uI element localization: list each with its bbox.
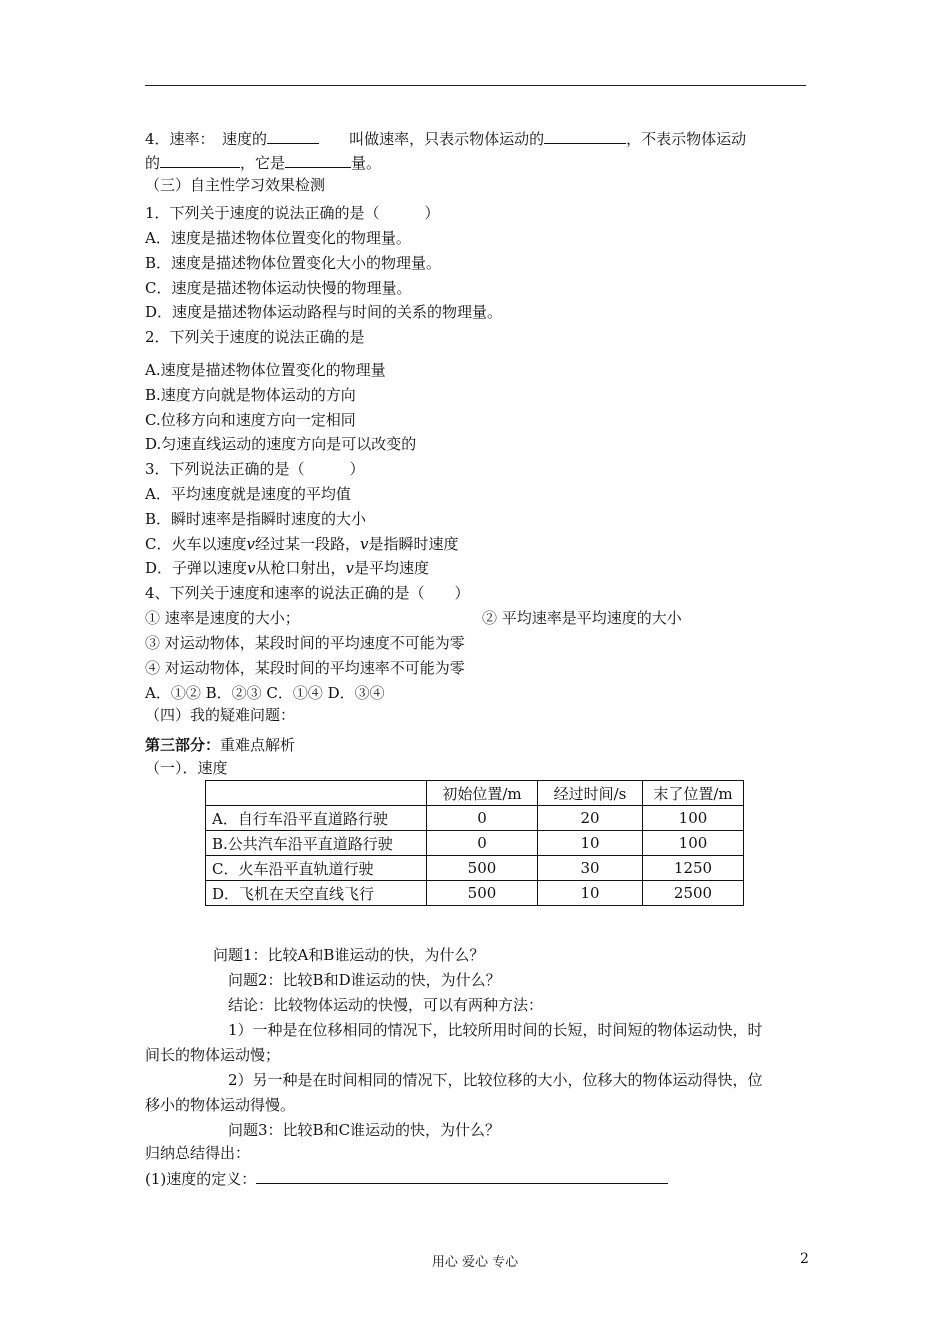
table-cell: 10 bbox=[538, 831, 643, 856]
page-number: 2 bbox=[800, 1251, 809, 1267]
section4-heading: （四）我的疑难问题： bbox=[145, 706, 296, 724]
blank-4[interactable] bbox=[285, 152, 351, 168]
q1-stem: 1．下列关于速度的说法正确的是（ ） bbox=[145, 204, 440, 222]
table-cell: 500 bbox=[427, 881, 538, 906]
blank-3[interactable] bbox=[160, 152, 240, 168]
table-header-cell: 经过时间/s bbox=[538, 781, 643, 806]
table-cell: 10 bbox=[538, 881, 643, 906]
table-cell: 0 bbox=[427, 831, 538, 856]
q2-stem: 2．下列关于速度的说法正确的是 bbox=[145, 328, 365, 346]
conclusion: 结论：比较物体运动的快慢，可以有两种方法： bbox=[228, 996, 544, 1014]
q1-option-d: D．速度是描述物体运动路程与时间的关系的物理量。 bbox=[145, 303, 503, 321]
table-header-cell: 初始位置/m bbox=[427, 781, 538, 806]
q3-stem: 3．下列说法正确的是（ ） bbox=[145, 460, 365, 478]
table-cell: D．飞机在天空直线飞行 bbox=[206, 881, 427, 906]
table-cell: 0 bbox=[427, 806, 538, 831]
section3-heading: （三）自主性学习效果检测 bbox=[145, 176, 326, 194]
q4-line2: 的 ，它是 量。 bbox=[145, 154, 382, 172]
q2-option-c: C.位移方向和速度方向一定相同 bbox=[145, 411, 356, 429]
method-2-line1: 2）另一种是在时间相同的情况下，比较位移的大小，位移大的物体运动得快，位 bbox=[228, 1071, 763, 1089]
method-2-line2: 移小的物体运动得慢。 bbox=[145, 1096, 296, 1114]
table-cell: 100 bbox=[643, 831, 744, 856]
q4-statement-4: ④ 对运动物体，某段时间的平均速率不可能为零 bbox=[145, 659, 465, 677]
table-row bbox=[206, 831, 744, 856]
problem-3: 问题3：比较B和C谁运动的快，为什么？ bbox=[228, 1121, 501, 1139]
table-header-cell bbox=[206, 781, 427, 806]
summary: 归纳总结得出： bbox=[145, 1144, 251, 1162]
q4-statement-1: ① 速率是速度的大小； bbox=[145, 609, 300, 627]
q4-choices: A．①② B．②③ C．①④ D．③④ bbox=[145, 684, 385, 702]
q2-option-d: D.匀速直线运动的速度方向是可以改变的 bbox=[145, 435, 417, 453]
q3-option-d: D．子弹以速度v从枪口射出，v是平均速度 bbox=[145, 559, 430, 577]
q4-line1: 4．速率： 速度的 叫做速率，只表示物体运动的 ，不表示物体运动 bbox=[145, 130, 747, 148]
table-header-row bbox=[206, 781, 744, 806]
q4-statement-2: ② 平均速率是平均速度的大小 bbox=[482, 609, 682, 627]
q2-option-b: B.速度方向就是物体运动的方向 bbox=[145, 386, 356, 404]
table-row bbox=[206, 856, 744, 881]
table-cell: 1250 bbox=[643, 856, 744, 881]
table-cell: B.公共汽车沿平直道路行驶 bbox=[206, 831, 427, 856]
table-row bbox=[206, 881, 744, 906]
q2-option-a: A.速度是描述物体位置变化的物理量 bbox=[145, 361, 386, 379]
method-1-line2: 间长的物体运动慢； bbox=[145, 1046, 281, 1064]
part3-title: 第三部分：重难点解析 bbox=[145, 736, 296, 754]
q1-option-a: A．速度是描述物体位置变化的物理量。 bbox=[145, 229, 411, 247]
blank-1[interactable] bbox=[267, 128, 319, 144]
header-rule bbox=[145, 85, 806, 86]
q1-option-c: C．速度是描述物体运动快慢的物理量。 bbox=[145, 279, 412, 297]
table-cell: 100 bbox=[643, 806, 744, 831]
sub1-heading: （一）．速度 bbox=[145, 759, 228, 777]
q4-stem: 4、下列关于速度和速率的说法正确的是（ ） bbox=[145, 584, 470, 602]
blank-2[interactable] bbox=[544, 128, 626, 144]
table-cell: 2500 bbox=[643, 881, 744, 906]
problem-2: 问题2：比较B和D谁运动的快，为什么？ bbox=[228, 971, 501, 989]
q1-option-b: B．速度是描述物体位置变化大小的物理量。 bbox=[145, 254, 442, 272]
speed-table bbox=[205, 780, 744, 906]
table-cell: 20 bbox=[538, 806, 643, 831]
definition-line: (1)速度的定义： bbox=[145, 1168, 668, 1189]
table-row bbox=[206, 806, 744, 831]
table-cell: A．自行车沿平直道路行驶 bbox=[206, 806, 427, 831]
q3-option-a: A．平均速度就是速度的平均值 bbox=[145, 485, 351, 503]
q3-option-b: B．瞬时速率是指瞬时速度的大小 bbox=[145, 510, 367, 528]
table-cell: 500 bbox=[427, 856, 538, 881]
footer-text: 用心 爱心 专心 bbox=[431, 1255, 519, 1270]
problem-1: 问题1：比较A和B谁运动的快，为什么？ bbox=[213, 946, 485, 964]
method-1-line1: 1）一种是在位移相同的情况下，比较所用时间的长短，时间短的物体运动快，时 bbox=[228, 1021, 763, 1039]
q3-option-c: C．火车以速度v经过某一段路，v是指瞬时速度 bbox=[145, 535, 459, 553]
table-cell: C．火车沿平直轨道行驶 bbox=[206, 856, 427, 881]
table-cell: 30 bbox=[538, 856, 643, 881]
definition-blank[interactable] bbox=[256, 1168, 668, 1184]
table-header-cell: 末了位置/m bbox=[643, 781, 744, 806]
q4-statement-3: ③ 对运动物体，某段时间的平均速度不可能为零 bbox=[145, 634, 465, 652]
